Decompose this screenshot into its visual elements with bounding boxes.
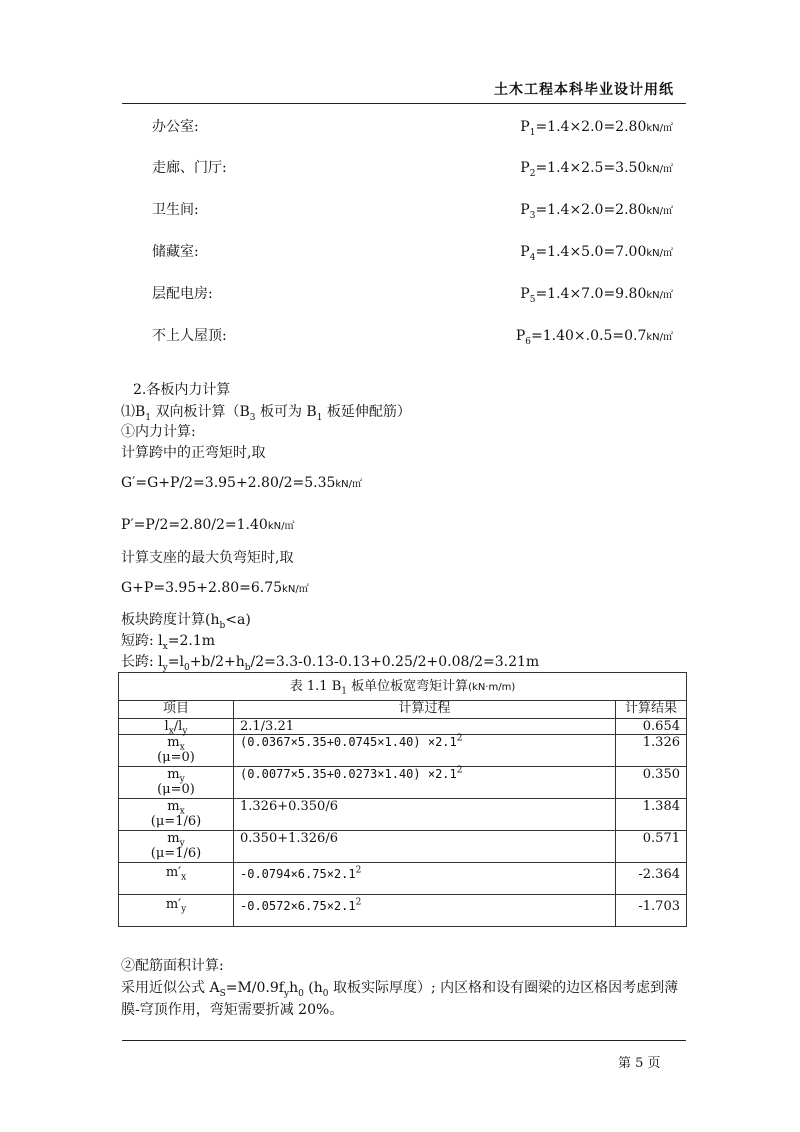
section-heading: 2.各板内力计算 (133, 382, 231, 398)
load-sub: 6 (525, 336, 532, 347)
item-item-sub: y (181, 904, 187, 915)
header-process: 计算过程 (234, 701, 616, 719)
g-prime-formula (121, 474, 362, 494)
sub1-sub-a: 1 (145, 412, 152, 423)
load-unit: kN/㎡ (646, 206, 673, 217)
rebar-c: h (289, 980, 299, 996)
short-span-a: 短跨: l (121, 633, 163, 649)
long-span-sub-a: y (162, 662, 168, 673)
p-prime-text: P′=P/2=2.80/2=1.40 (121, 517, 268, 533)
cell-result: 1.384 (616, 799, 687, 831)
load-value (520, 201, 673, 221)
long-span-d: /2=3.3-0.13-0.13+0.25/2+0.08/2=3.21m (250, 654, 540, 670)
table-body (119, 719, 687, 927)
load-p: P (520, 160, 530, 176)
sub1-sub-b: 3 (249, 412, 256, 423)
rebar-b: =M/0.9f (225, 980, 284, 996)
p-prime-formula (121, 516, 294, 536)
item-item-sub: x (179, 806, 185, 817)
load-value (520, 118, 673, 138)
item-item-sub: y (179, 838, 185, 849)
gp-formula (121, 579, 309, 599)
cell-process (234, 735, 616, 767)
process-text: (0.0077×5.35+0.0273×1.40) ×2.1 (240, 767, 457, 781)
load-p: P (520, 286, 530, 302)
load-sub: 4 (529, 252, 536, 263)
item-mu: (μ=0) (157, 782, 195, 797)
rebar-sub-a: S (219, 988, 226, 999)
table-row (119, 831, 687, 863)
item-item2: /l (173, 719, 183, 734)
cell-process (234, 863, 616, 895)
table-row (119, 799, 687, 831)
item-mu: (μ=1/6) (150, 814, 202, 829)
table-row (119, 735, 687, 767)
span-title-a: 板块跨度计算(h (121, 612, 220, 628)
load-p: P (520, 202, 530, 218)
long-span-c: +b/2+h (189, 654, 245, 670)
load-expr: =1.4×2.0=2.80 (535, 119, 647, 135)
load-p: P (520, 244, 530, 260)
item-item-sub: x (181, 872, 187, 883)
load-value (520, 159, 673, 179)
caption-a: 表 1.1 B (289, 678, 342, 694)
rebar-d: (h (303, 980, 323, 996)
cell-process (234, 895, 616, 927)
process-sup: 2 (456, 733, 463, 744)
item-item: m (167, 831, 180, 846)
header-result: 计算结果 (616, 701, 687, 719)
load-unit: kN/㎡ (646, 248, 673, 259)
long-span-b: =l (167, 654, 184, 670)
load-unit: kN/㎡ (646, 123, 673, 134)
rebar-line-2: 膜-穹顶作用，弯矩需要折减 20%。 (121, 1002, 344, 1018)
cell-result: 1.326 (616, 735, 687, 767)
item-item-sub: y (179, 774, 185, 785)
page-number: 第 5 页 (618, 1056, 661, 1071)
cell-process (234, 799, 616, 831)
load-label: 不上人屋顶: (152, 328, 227, 344)
short-span-sub: x (162, 641, 168, 652)
process-text: -0.0794×6.75×2.1 (240, 867, 356, 881)
table-row (119, 719, 687, 735)
item-item2-sub: y (182, 726, 188, 737)
load-label: 办公室: (152, 119, 199, 135)
sub1-text-d: 板延伸配筋） (322, 404, 411, 420)
item-mu: (μ=1/6) (150, 846, 202, 861)
rebar-line-1 (121, 979, 678, 997)
cell-item (119, 863, 234, 895)
header-item: 项目 (119, 701, 234, 719)
load-expr: =1.4×5.0=7.00 (535, 244, 647, 260)
process-sup: 2 (355, 897, 362, 908)
gp-text: G+P=3.95+2.80=6.75 (121, 580, 283, 596)
load-p: P (520, 119, 530, 135)
cell-result: -1.703 (616, 895, 687, 927)
load-expr: =1.4×7.0=9.80 (535, 286, 647, 302)
load-label: 储藏室: (152, 244, 199, 260)
caption-b: 板单位板宽弯矩计算 (346, 678, 469, 694)
rebar-sub-d: 0 (322, 988, 329, 999)
table-row (119, 767, 687, 799)
rebar-sub-c: 0 (298, 988, 304, 999)
cell-item (119, 767, 234, 799)
cell-item (119, 831, 234, 863)
line-negative-moment: 计算支座的最大负弯矩时,取 (121, 550, 294, 566)
sub-heading-b1 (121, 403, 411, 421)
span-title (121, 611, 251, 629)
load-sub: 5 (529, 294, 536, 305)
process-sup: 2 (355, 865, 362, 876)
load-sub: 1 (529, 127, 536, 138)
cell-process (234, 767, 616, 799)
item-item: m′ (165, 897, 182, 912)
item-item: m′ (165, 865, 182, 880)
load-expr: =1.4×2.0=2.80 (535, 202, 647, 218)
load-unit: kN/㎡ (646, 290, 673, 301)
long-span-sub-c: b (244, 662, 251, 673)
load-label: 走廊、门厅: (152, 160, 227, 176)
load-sub: 2 (529, 168, 536, 179)
item-item: m (167, 767, 180, 782)
table-row (119, 863, 687, 895)
load-unit: kN/㎡ (646, 332, 673, 343)
load-p: P (515, 328, 526, 344)
cell-process (234, 719, 616, 735)
load-label: 层配电房: (152, 286, 213, 302)
item-item-sub: x (179, 742, 185, 753)
load-expr: =1.40×.0.5=0.7 (531, 328, 647, 344)
sub1-text-a: ⑴B (121, 404, 146, 420)
cell-process (234, 831, 616, 863)
load-value (516, 327, 673, 347)
rebar-a: 采用近似公式 A (121, 980, 220, 996)
step-internal-force: ①内力计算: (121, 424, 196, 440)
sub1-text-c: 板可为 B (255, 404, 317, 420)
cell-result: 0.350 (616, 767, 687, 799)
long-span-a: 长跨: l (121, 654, 163, 670)
g-prime-text: G′=G+P/2=3.95+2.80/2=5.35 (121, 475, 336, 491)
process-sup: 2 (456, 765, 463, 776)
gp-unit: kN/㎡ (282, 584, 309, 595)
item-item: m (167, 799, 180, 814)
cell-item (119, 719, 234, 735)
load-unit: kN/㎡ (646, 164, 673, 175)
sub1-sub-c: 1 (316, 412, 323, 423)
long-span-sub-b: 0 (183, 662, 190, 673)
load-sub: 3 (529, 210, 536, 221)
load-value (520, 243, 673, 263)
page-header-title: 土木工程本科毕业设计用纸 (494, 82, 674, 98)
process-text: 0.350+1.326/6 (240, 831, 338, 846)
long-span (121, 653, 539, 671)
item-item: l (164, 719, 169, 734)
span-title-sub: b (219, 620, 226, 631)
process-text: 2.1/3.21 (240, 719, 294, 734)
short-span-b: =2.1m (167, 633, 216, 649)
cell-item (119, 799, 234, 831)
short-span (121, 632, 215, 650)
process-text: 1.326+0.350/6 (240, 799, 338, 814)
caption-unit: (kN·m/m) (468, 681, 516, 693)
item-item: m (167, 735, 180, 750)
cell-item (119, 735, 234, 767)
process-text: (0.0367×5.35+0.0745×1.40) ×2.1 (240, 735, 457, 749)
cell-result: 0.654 (616, 719, 687, 735)
header-rule (122, 103, 686, 104)
load-expr: =1.4×2.5=3.50 (535, 160, 647, 176)
sub1-text-b: 双向板计算（B (151, 404, 250, 420)
cell-item (119, 895, 234, 927)
caption-sub: 1 (341, 686, 347, 697)
load-label: 卫生间: (152, 202, 199, 218)
moment-table (118, 672, 687, 927)
rebar-sub-b: y (283, 988, 290, 999)
line-positive-moment: 计算跨中的正弯矩时,取 (121, 445, 266, 461)
process-text: -0.0572×6.75×2.1 (240, 899, 356, 913)
table-caption (119, 673, 687, 701)
cell-result: -2.364 (616, 863, 687, 895)
p-prime-unit: kN/㎡ (267, 521, 295, 532)
load-value (520, 285, 673, 305)
rebar-e: 取板实际厚度）; 内区格和设有圈梁的边区格因考虑到薄 (328, 980, 679, 996)
g-prime-unit: kN/㎡ (335, 479, 363, 490)
footer-rule (122, 1040, 686, 1041)
step-rebar: ②配筋面积计算: (121, 958, 224, 974)
cell-result: 0.571 (616, 831, 687, 863)
item-mu: (μ=0) (157, 750, 195, 765)
item-item-sub: x (168, 726, 174, 737)
table-row (119, 895, 687, 927)
span-title-b: <a) (225, 612, 251, 628)
